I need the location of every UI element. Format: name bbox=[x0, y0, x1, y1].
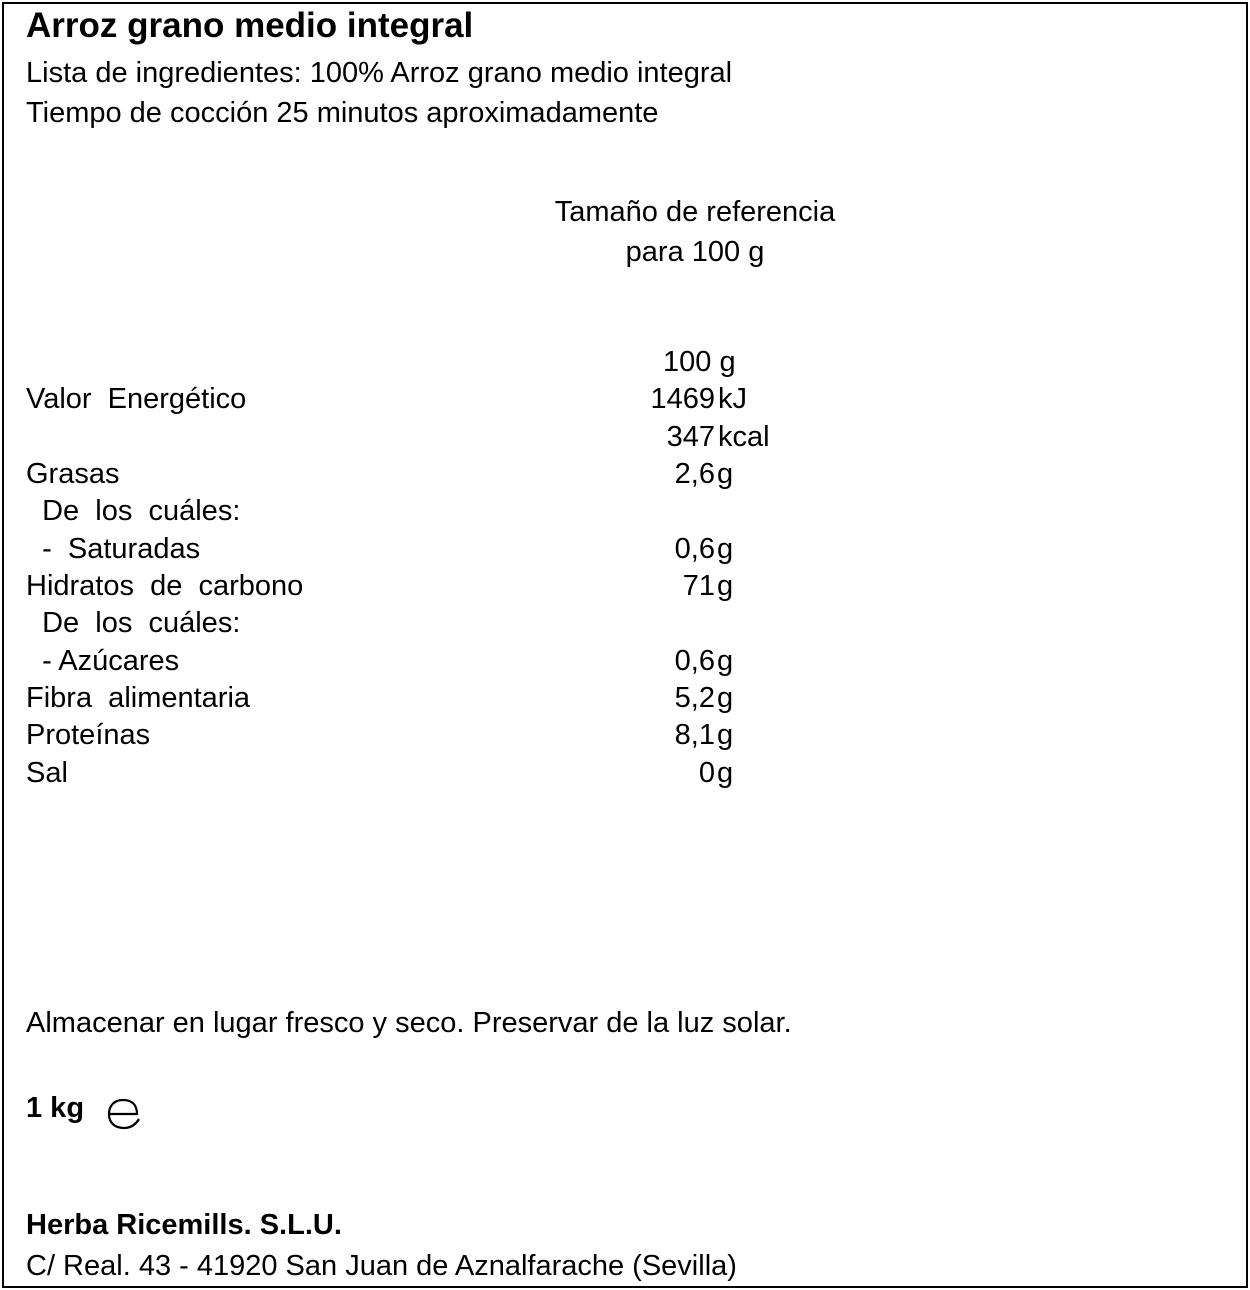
nutrient-label-salt: Sal bbox=[26, 757, 68, 789]
ingredients-list: Lista de ingredientes: 100% Arroz grano medio integral bbox=[26, 57, 733, 89]
nutrient-label-sugars: - Azúcares bbox=[26, 645, 180, 677]
nutrient-unit-carbohydrates: g bbox=[717, 570, 734, 602]
net-weight: 1 kg bbox=[26, 1092, 85, 1124]
reference-size-line1: Tamaño de referencia bbox=[554, 196, 836, 228]
reference-size-line2: para 100 g bbox=[625, 236, 765, 268]
nutrient-unit-sugars: g bbox=[717, 645, 734, 677]
nutrient-label-saturates: - Saturadas bbox=[26, 533, 201, 565]
nutrient-sublabel-of-which: De los cuáles: bbox=[26, 607, 241, 639]
label-frame bbox=[2, 2, 1248, 1288]
nutrient-value-salt: 0 bbox=[698, 757, 715, 789]
company-name: Herba Ricemills. S.L.U. bbox=[26, 1209, 342, 1241]
nutrient-value-saturates: 0,6 bbox=[674, 533, 715, 565]
nutrient-value-protein: 8,1 bbox=[674, 719, 715, 751]
nutrient-value-sugars: 0,6 bbox=[674, 645, 715, 677]
storage-instructions: Almacenar en lugar fresco y seco. Preservar de la luz solar. bbox=[26, 1007, 792, 1039]
nutrient-unit-energy-kcal: kcal bbox=[718, 421, 770, 453]
estimated-sign-icon bbox=[104, 1092, 144, 1132]
product-title: Arroz grano medio integral bbox=[26, 6, 474, 45]
nutrient-label-protein: Proteínas bbox=[26, 719, 151, 751]
nutrient-sublabel-of-which: De los cuáles: bbox=[26, 495, 241, 527]
nutrient-value-carbohydrates: 71 bbox=[682, 570, 715, 602]
nutrient-label-energy: Valor Energético bbox=[26, 383, 247, 415]
nutrient-label-fibre: Fibra alimentaria bbox=[26, 682, 251, 714]
nutrient-value-energy-kcal: 347 bbox=[666, 421, 715, 453]
nutrient-unit-salt: g bbox=[717, 757, 734, 789]
nutrient-unit-fibre: g bbox=[717, 682, 734, 714]
nutrient-unit-fat: g bbox=[717, 458, 734, 490]
nutrient-unit-energy-kj: kJ bbox=[718, 383, 747, 415]
company-address: C/ Real. 43 - 41920 San Juan de Aznalfarache (Sevilla) bbox=[26, 1250, 737, 1282]
nutrient-label-fat: Grasas bbox=[26, 458, 120, 490]
nutrient-value-fat: 2,6 bbox=[674, 458, 715, 490]
nutrition-column-header: 100 g bbox=[663, 346, 736, 378]
nutrient-value-fibre: 5,2 bbox=[674, 682, 715, 714]
nutrient-label-carbohydrates: Hidratos de carbono bbox=[26, 570, 304, 602]
nutrient-value-energy-kj: 1469 bbox=[650, 383, 715, 415]
nutrient-unit-protein: g bbox=[717, 719, 734, 751]
nutrient-unit-saturates: g bbox=[717, 533, 734, 565]
cooking-time: Tiempo de cocción 25 minutos aproximadamente bbox=[26, 97, 659, 129]
